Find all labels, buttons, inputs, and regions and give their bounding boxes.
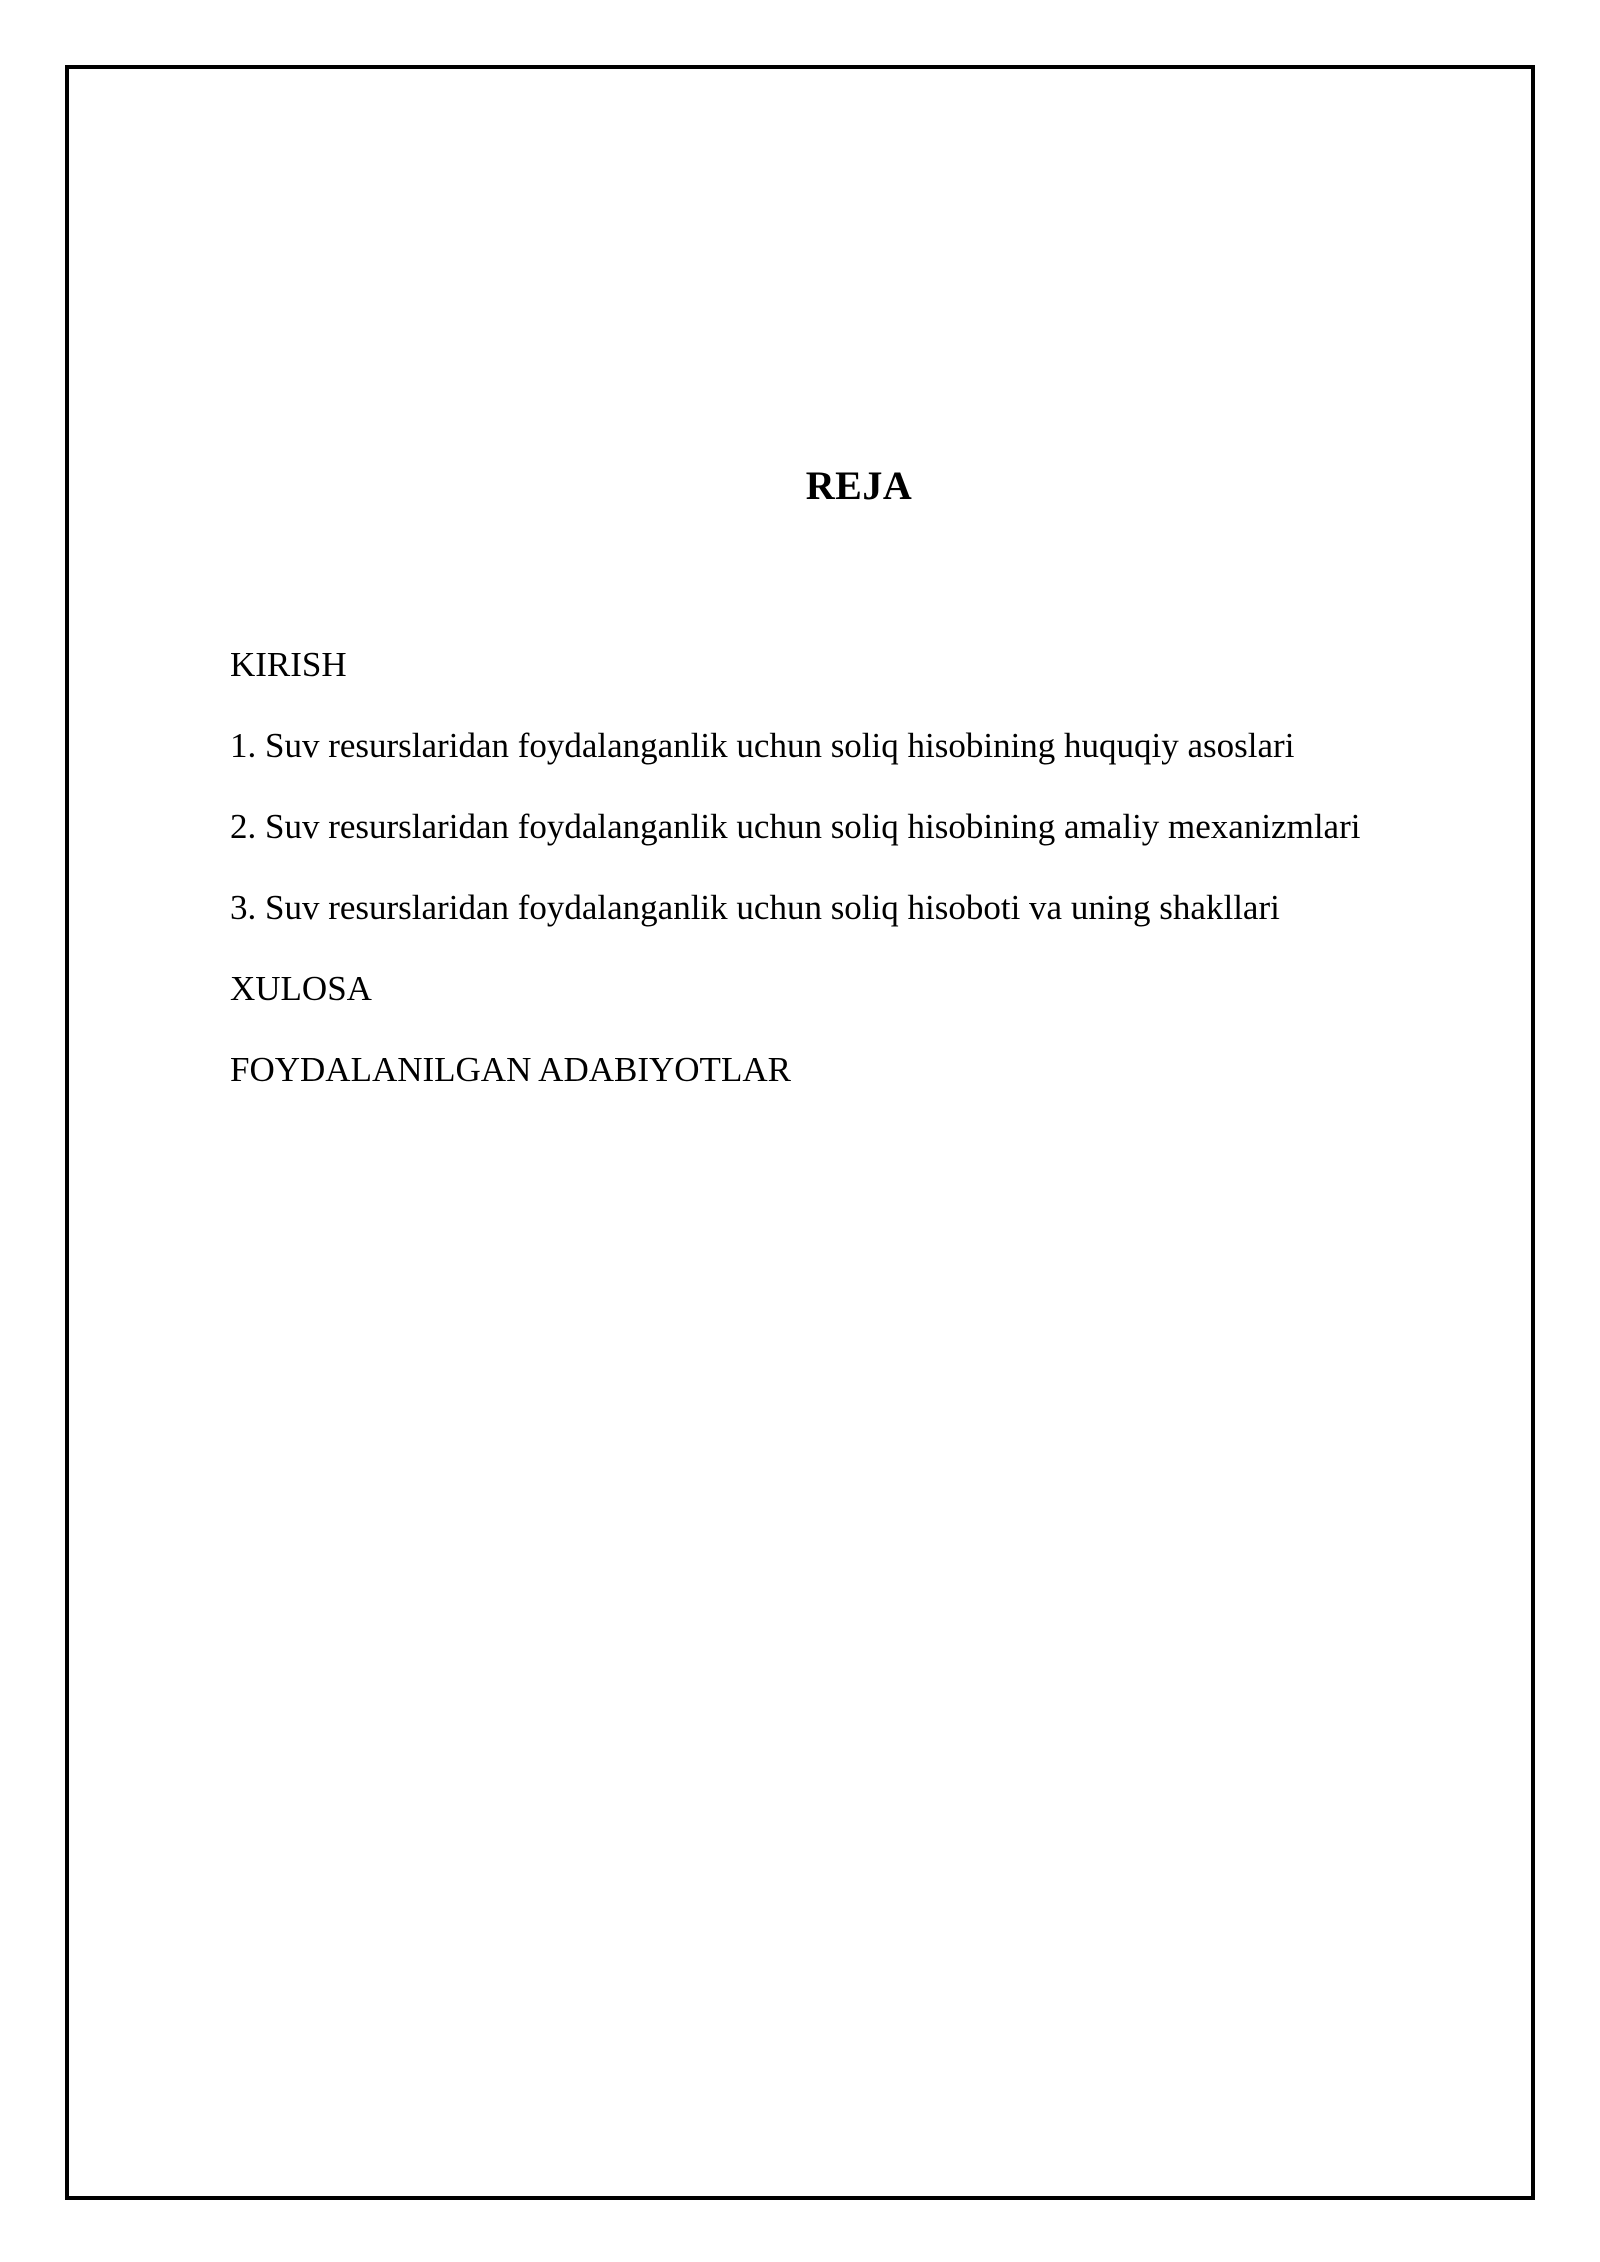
plan-item-conclusion: XULOSA xyxy=(230,969,372,1008)
plan-item-references: FOYDALANILGAN ADABIYOTLAR xyxy=(230,1050,791,1089)
plan-item-chapter-2: 2. Suv resurslaridan foydalanganlik uchun soliq hisobining amaliy mexanizmlari xyxy=(230,807,1361,846)
plan-list xyxy=(230,641,1360,1127)
plan-item-chapter-1: 1. Suv resurslaridan foydalanganlik uchun soliq hisobining huquqiy asoslari xyxy=(230,726,1295,765)
plan-item-introduction: KIRISH xyxy=(230,645,347,684)
page-title: REJA xyxy=(805,463,913,508)
page-border-frame xyxy=(65,65,1535,2200)
plan-item-chapter-3: 3. Suv resurslaridan foydalanganlik uchun soliq hisoboti va uning shakllari xyxy=(230,888,1280,927)
